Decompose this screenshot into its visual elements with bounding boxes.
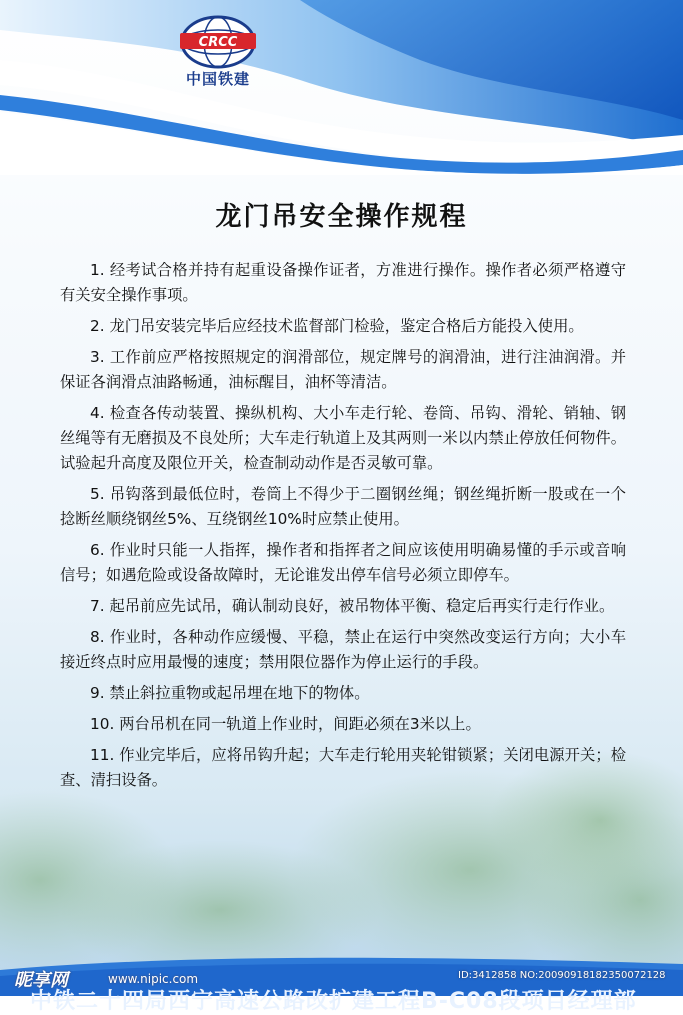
- rule-item: 1. 经考试合格并持有起重设备操作证者，方准进行操作。操作者必须严格遵守有关安全操作事项。: [60, 261, 626, 304]
- header-wave: [0, 0, 683, 175]
- watermark-url: www.nipic.com: [108, 972, 199, 986]
- rules-list: [60, 258, 626, 799]
- page-title: 龙门吊安全操作规程: [215, 202, 468, 232]
- rule-item: 8. 作业时，各种动作应缓慢、平稳，禁止在运行中突然改变运行方向；大小车接近终点时应用最慢的速度；禁用限位器作为停止运行的手段。: [60, 628, 626, 671]
- rule-item: 9. 禁止斜拉重物或起吊埋在地下的物体。: [90, 684, 370, 702]
- watermark-logo: 昵享网: [14, 970, 68, 991]
- rule-item: 4. 检查各传动装置、操纵机构、大小车走行轮、卷筒、吊钩、滑轮、销轴、钢丝绳等有无磨损及不良处所；大车走行轨道上及其两则一米以内禁止停放任何物件。试验起升高度及限位开关，检查制动动作是否灵敏可靠。: [60, 404, 626, 472]
- footer-text: 中铁二十四局西宁高速公路改扩建工程B-C08段项目经理部: [30, 989, 637, 1014]
- rule-item: 7. 起吊前应先试吊，确认制动良好，被吊物体平衡、稳定后再实行走行作业。: [90, 597, 615, 615]
- rule-item: 10. 两台吊机在同一轨道上作业时，间距必须在3米以上。: [90, 715, 481, 733]
- rule-item: 3. 工作前应严格按照规定的润滑部位，规定牌号的润滑油，进行注油润滑。并保证各润滑点油路畅通，油标醒目，油杯等清洁。: [60, 348, 626, 391]
- watermark-id: ID:3412858 NO:20090918182350072128: [458, 970, 666, 981]
- rule-item: 11. 作业完毕后，应将吊钩升起；大车走行轮用夹轮钳锁紧；关闭电源开关；检查、清扫设备。: [60, 746, 626, 789]
- logo-text: 中国铁建: [185, 70, 250, 88]
- rule-item: 6. 作业时只能一人指挥，操作者和指挥者之间应该使用明确易懂的手示或音响信号；如遇危险或设备故障时，无论谁发出停车信号必须立即停车。: [60, 541, 626, 584]
- rule-item: 2. 龙门吊安装完毕后应经技术监督部门检验，鉴定合格后方能投入使用。: [90, 317, 584, 335]
- rule-item: 5. 吊钩落到最低位时，卷筒上不得少于二圈钢丝绳；钢丝绳折断一股或在一个捻断丝顺绕钢丝5%、互绕钢丝10%时应禁止使用。: [60, 485, 626, 528]
- logo-mark: CRCC: [198, 35, 238, 50]
